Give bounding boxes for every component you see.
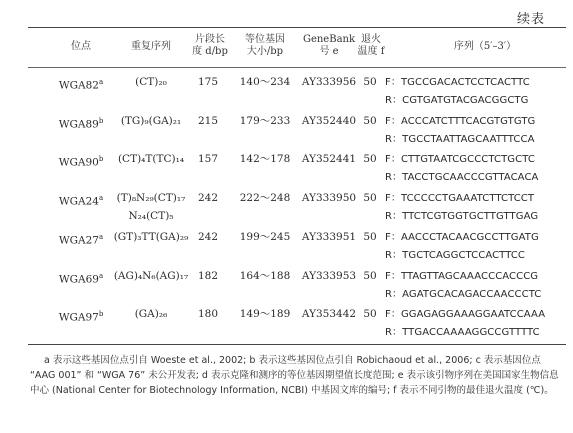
bottom-rule	[28, 344, 566, 345]
locus-name: WGA24	[58, 195, 99, 208]
forward-primer: F：GGAGAGGAAAGGAATCCAAA	[385, 309, 546, 321]
repeat-cell: (CT)₄T(TC)₁₄	[117, 153, 185, 166]
locus-cell	[52, 192, 110, 209]
locus-footnote-mark: a	[98, 78, 104, 86]
anneal-temp-cell: 50	[363, 308, 377, 321]
length-cell: 215	[197, 114, 219, 127]
table-notes	[30, 353, 560, 398]
locus-name: WGA82	[58, 79, 99, 92]
header-locus: 位点	[71, 41, 91, 52]
length-cell: 175	[197, 76, 219, 88]
anneal-temp-cell: 50	[363, 153, 377, 166]
header-anneal-temp: 退火 温度 f	[357, 34, 385, 57]
allele-range-cell: 142～178	[239, 153, 291, 166]
header-repeat: 重复序列	[131, 41, 171, 52]
top-rule	[28, 27, 566, 28]
locus-cell	[52, 270, 110, 287]
length-cell: 182	[197, 269, 219, 282]
accession-cell: AY352440	[301, 114, 357, 127]
repeat-cell: (GA)₂₆	[134, 308, 168, 321]
repeat-cell: (CT)₂₀	[135, 76, 167, 88]
locus-name: WGA27	[58, 234, 99, 247]
forward-primer: F：CTTGTAATCGCCCTCTGCTC	[385, 154, 535, 166]
locus-name: WGA69	[58, 273, 99, 285]
accession-cell: AY333956	[301, 76, 357, 88]
accession-cell: AY333951	[301, 230, 357, 243]
locus-footnote-mark: b	[98, 155, 104, 164]
allele-range-cell: 179～233	[239, 114, 291, 127]
locus-footnote-mark: b	[98, 116, 104, 125]
locus-footnote-mark: a	[98, 194, 104, 203]
locus-name: WGA89	[58, 118, 99, 131]
locus-cell	[52, 115, 110, 132]
reverse-primer: R：TTCTCGTGGTGCTTGTTGAG	[385, 211, 539, 223]
repeat-cell: (GT)₃TT(GA)₂₉	[113, 230, 189, 243]
repeat-cell: (TG)₉(GA)₂₁	[120, 114, 182, 127]
anneal-temp-cell: 50	[363, 230, 377, 243]
accession-cell: AY352441	[301, 153, 357, 166]
allele-range-cell: 222～248	[239, 192, 291, 205]
forward-primer: F：TGCCGACACTCCTCACTTC	[385, 77, 530, 88]
accession-cell: AY333950	[301, 192, 357, 205]
reverse-primer: R：TGCCTAATTAGCAATTTCCA	[385, 133, 535, 145]
locus-footnote-mark: a	[98, 232, 104, 241]
locus-name: WGA90	[58, 156, 99, 169]
anneal-temp-cell: 50	[363, 76, 377, 88]
forward-primer: F：ACCCATCTTTCACGTGTGTG	[385, 115, 536, 127]
reverse-primer: R：TGCTCAGGCTCCACTTCC	[385, 249, 525, 261]
locus-cell	[52, 153, 110, 170]
locus-name: WGA97	[58, 311, 99, 324]
accession-cell: AY333953	[301, 269, 357, 282]
locus-cell	[52, 76, 110, 93]
length-cell: 242	[197, 192, 219, 205]
length-cell: 157	[197, 153, 219, 166]
reverse-primer: R：CGTGATGTACGACGGCTG	[385, 95, 529, 106]
locus-footnote-mark: a	[98, 271, 104, 280]
continued-label: 续表	[516, 12, 545, 27]
locus-cell	[52, 308, 110, 325]
repeat-cell-line2: N₂₄(CT)₅	[128, 210, 174, 223]
forward-primer: F：TTAGTTAGCAAACCCACCCG	[385, 270, 539, 282]
locus-cell	[52, 231, 110, 248]
forward-primer: F：TCCCCCTGAAATCTTCTCCT	[385, 193, 535, 205]
repeat-cell: (T)₈N₂₉(CT)₁₇	[116, 192, 186, 205]
reverse-primer: R：AGATGCACAGACCAACCCTC	[385, 288, 542, 300]
locus-footnote-mark: b	[98, 310, 104, 319]
header-rule	[28, 67, 566, 68]
repeat-cell: (AG)₄N₆(AG)₁₇	[113, 269, 189, 282]
anneal-temp-cell: 50	[363, 114, 377, 127]
length-cell: 242	[197, 230, 219, 243]
anneal-temp-cell: 50	[363, 269, 377, 282]
header-sequence: 序列（5′–3′）	[453, 41, 517, 52]
header-allele-range: 等位基因 大小/bp	[245, 34, 285, 57]
allele-range-cell: 149～189	[239, 308, 291, 321]
reverse-primer: R：TTGACCAAAAGGCCGTTTTC	[385, 327, 540, 339]
allele-range-cell: 164～188	[239, 269, 291, 282]
footnote-text: a 表示这些基因位点引自 Woeste et al., 2002; b 表示这些基因位点引自 Robichaoud et al., 2006; c 表示基因位点 “AAG 001” 和 “WGA 76” 未公开发表; d 表示克隆和测序的等位基因期望值长度范围; e 表示该引物序列在美国国家生物信息中心 (National Center for Biotechnology Information, NCBI) 中基因文库的编号; f 表示不同引物的最佳退火温度 (℃)。	[30, 355, 559, 396]
header-length: 片段长 度 d/bp	[192, 34, 228, 57]
forward-primer: F：AACCCTACAACGCCTTGATG	[385, 231, 539, 243]
length-cell: 180	[197, 308, 219, 321]
anneal-temp-cell: 50	[363, 192, 377, 205]
accession-cell: AY353442	[301, 308, 357, 321]
allele-range-cell: 140～234	[239, 76, 291, 88]
reverse-primer: R：TACCTGCAACCCGTTACACA	[385, 172, 539, 184]
allele-range-cell: 199～245	[239, 230, 291, 243]
header-genebank: GeneBank 号 e	[302, 34, 356, 57]
